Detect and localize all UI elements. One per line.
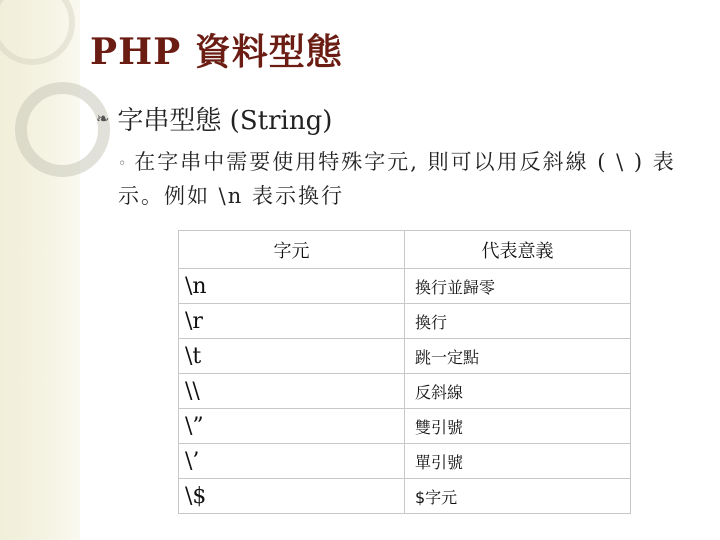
table-row [179, 269, 631, 304]
escape-code-cell: \t [179, 339, 405, 374]
table-row [179, 444, 631, 479]
decorative-side-band [0, 0, 80, 540]
escape-code-cell: \\ [179, 374, 405, 409]
meaning-cell: 換行 [405, 304, 631, 339]
bullet-level1 [96, 100, 332, 137]
table-row [179, 304, 631, 339]
meaning-cell: 單引號 [405, 444, 631, 479]
escape-code-cell: \n [179, 269, 405, 304]
table-row [179, 339, 631, 374]
escape-sequence-table [178, 230, 631, 514]
column-header-meaning: 代表意義 [405, 231, 631, 269]
meaning-cell: 跳一定點 [405, 339, 631, 374]
table-header-row [179, 231, 631, 269]
table-row [179, 479, 631, 514]
column-header-char: 字元 [179, 231, 405, 269]
meaning-cell: 雙引號 [405, 409, 631, 444]
escape-code-cell: \$ [179, 479, 405, 514]
table-row [179, 374, 631, 409]
circle-bullet-icon: ◦ [118, 155, 127, 172]
leaf-bullet-icon: ❧ [96, 109, 110, 128]
bullet-level2-text: 在字串中需要使用特殊字元, 則可以用反斜線 ( \ ) 表示。例如 \n 表示換行 [118, 150, 676, 208]
slide-title: PHP 資料型態 [90, 31, 343, 73]
escape-code-cell: \’ [179, 444, 405, 479]
meaning-cell: $字元 [405, 479, 631, 514]
meaning-cell: 換行並歸零 [405, 269, 631, 304]
meaning-cell: 反斜線 [405, 374, 631, 409]
bullet-level2 [118, 146, 712, 212]
escape-code-cell: \r [179, 304, 405, 339]
table-row [179, 409, 631, 444]
escape-code-cell: \” [179, 409, 405, 444]
bullet-level1-text: 字串型態 (String) [117, 106, 333, 136]
